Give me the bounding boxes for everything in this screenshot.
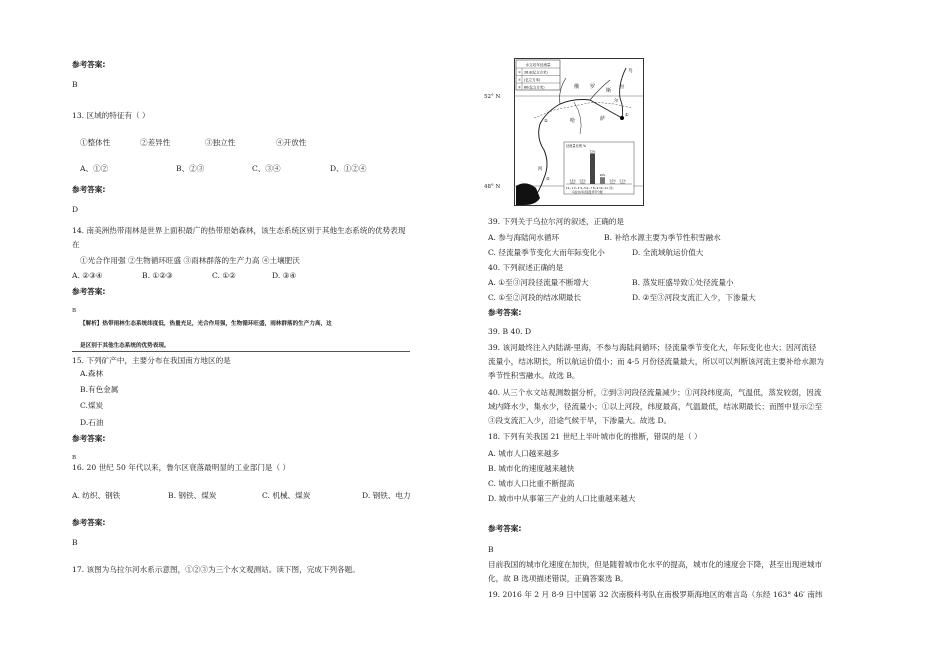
station-1 (620, 116, 624, 120)
answer-label: 参考答案: (72, 60, 106, 69)
chart-data-label: 72% (589, 150, 596, 154)
svg-text:③: ③ (518, 85, 521, 90)
svg-text:②: ② (518, 78, 521, 82)
q13-option: C、③④ (252, 164, 281, 173)
river-label: 尔 (614, 99, 619, 104)
question-15: 15. 下列矿产中，主要分布在我国南方地区的是 (72, 356, 231, 365)
legend-row: 80(亿立方米) (524, 85, 545, 90)
q13-item: ③独立性 (205, 138, 236, 147)
q14-option: C. ①② (212, 271, 236, 280)
explanation-39: 流量小，结冰期长，所以航运价值小；而 4-5 月份径流量最大，所以可以判断该河流主要补给水源为 (488, 357, 824, 366)
chart-data-label: 3.1% (619, 179, 626, 183)
q16-option: A. 纺织、钢铁 (72, 491, 121, 500)
svg-text:①: ① (625, 112, 629, 117)
q18-option: C. 城市人口比重不断提高 (488, 479, 575, 488)
svg-text:②: ② (544, 118, 548, 123)
answer-label: 参考答案: (72, 287, 106, 296)
lat-label-52: 52° N (484, 94, 501, 100)
q40-option: C. ①至②河段的结冰期最长 (488, 293, 582, 302)
chart-bar (580, 183, 585, 184)
q39-option: B. 补给水源主要为季节性积雪融水 (604, 233, 721, 242)
answer-label: 参考答案: (72, 185, 106, 194)
chart-data-label: 3.0% (609, 179, 616, 183)
ural-river-map (514, 58, 644, 206)
question-14-cont: 在 (72, 240, 80, 249)
question-39: 39. 下列关于乌拉尔河的叙述，正确的是 (488, 217, 624, 226)
svg-text:③: ③ (546, 176, 550, 181)
explanation-39: 39. 该河最终注入内陆湖-里海，不参与海陆间循环；径流量季节变化大，年际变化也大；因河流径 (488, 343, 817, 352)
q18-option: A. 城市人口越来越多 (488, 449, 560, 458)
place-label: 罗 (590, 84, 596, 90)
q15-option: C.煤炭 (80, 401, 104, 410)
q15-option: A.森林 (80, 369, 104, 378)
answer-label: 参考答案: (72, 434, 106, 443)
q13-item: ①整体性 (80, 138, 111, 147)
answer-label: 参考答案: (72, 518, 106, 527)
chart-data-label: 16% (599, 174, 606, 178)
answer-value: D (72, 205, 79, 214)
answer-value: B (72, 80, 78, 89)
question-17: 17. 该图为乌拉尔河水系示意图，①②③为三个水文观测站。读下图，完成下列各题。 (72, 565, 360, 574)
explanation-40: 域内降水少，集水少，径流量小；①以上河段，纬度最高，气温最低，结冰期最长；而图中显示②至 (488, 402, 823, 411)
answer-value: B (72, 538, 78, 547)
q14-option: D. ③④ (272, 271, 297, 280)
question-14: 14. 南美洲热带雨林是世界上面积最广的热带原始森林，该生态系统区别于其他生态系统的优势表现 (72, 226, 406, 235)
answer-label: 参考答案: (488, 524, 522, 533)
q13-option: B、②③ (176, 164, 205, 173)
q14-items: ①光合作用强 ②生物循环旺盛 ③雨林群落的生产力高 ④土壤肥沃 (80, 256, 300, 265)
divider (72, 351, 410, 352)
river-label: 拉 (620, 85, 625, 90)
explanation-18: 化，故 B 选项描述错误，正确答案选 B。 (488, 574, 628, 583)
question-16: 16. 20 世纪 50 年代以来，鲁尔区衰落最明显的工业部门是（ ） (72, 463, 291, 472)
place-label: 斯 (606, 88, 612, 94)
explanation-14: 【解析】热带雨林生态系统纬度低，热量充足，光合作用强，生物循环旺盛，雨林群落的生产力高，这 (80, 321, 332, 327)
q13-option: D、①②④ (330, 164, 367, 173)
answer-value: B (488, 545, 494, 554)
q39-option: D. 全流域航运价值大 (632, 248, 704, 257)
q16-option: B. 钢铁、煤炭 (168, 491, 217, 500)
map-figure (514, 58, 644, 206)
question-40: 40. 下列叙述正确的是 (488, 263, 564, 272)
q16-option: D. 钢铁、电力 (362, 491, 411, 500)
q15-option: B.有色金属 (80, 385, 119, 394)
answer-label: 参考答案: (488, 308, 522, 317)
question-13: 13. 区域的特征有（ ） (72, 111, 150, 120)
place-label: 哈 (570, 118, 576, 124)
legend-row: 26.8(亿立方米) (524, 70, 548, 75)
answer-value: 39. B 40. D (488, 327, 532, 336)
svg-text:①: ① (518, 70, 521, 75)
q18-option: B. 城市化的速度越来越快 (488, 464, 575, 473)
q15-option: D.石油 (80, 418, 104, 427)
chart-bar (600, 177, 605, 184)
q16-option: C. 机械、煤炭 (262, 491, 311, 500)
answer-value: B (72, 308, 77, 314)
q40-option: B. 蒸发旺盛导致①处径流量小 (632, 278, 734, 287)
q18-option: D. 城市中从事第三产业的人口比重越来越大 (488, 494, 636, 503)
q39-option: C. 径流量季节变化大而年际变化小 (488, 248, 605, 257)
explanation-40: ③段支流汇入少，沿途气候干旱，下渗量大。故选 D。 (488, 416, 672, 425)
q13-item: ②差异性 (140, 138, 171, 147)
place-label: 萨 (600, 116, 606, 122)
legend-row: (亿立方米) (524, 78, 541, 82)
explanation-40: 40. 从三个水文站观测数据分析，②到③河段径流量减少；①河段纬度高，气温低，蒸发较弱，因流 (488, 388, 822, 397)
question-19: 19. 2016 年 2 月 8-9 日中国第 32 次南极科考队在南极罗斯海地区的难言岛（东经 163° 46′ 南纬 (488, 590, 823, 599)
chart-bar (570, 183, 575, 184)
chart-data-label: 3.5% (569, 179, 576, 183)
chart-title: 径流量比例 % (566, 144, 586, 148)
chart-caption: 乌拉尔河径流量季节分配 (572, 190, 603, 194)
question-18: 18. 下列有关我国 21 世纪上半叶城市化的推断，错误的是（ ） (488, 432, 702, 441)
chart-bar (620, 183, 625, 184)
chart-data-label: 3.5% (579, 179, 586, 183)
runoff-bar-chart (564, 142, 634, 194)
place-label: 俄 (574, 84, 580, 90)
explanation-14-cont: 是区别于其他生态系统的优势表现。 (80, 343, 170, 349)
explanation-18: 目前我国的城市化速度在加快，但是随着城市化水平的提高，城市化的速度会下降，甚至出现逆城市 (488, 560, 823, 569)
answer-value: B (72, 455, 77, 461)
river-label: 乌 (628, 69, 633, 74)
chart-x-ticks: 12~1 2~3 4~5 6~7 8~9 10~11 (月) (566, 187, 614, 190)
chart-bar (610, 183, 615, 184)
legend-title: 水文站年径流量 (525, 63, 551, 67)
q13-item: ④开放性 (276, 138, 307, 147)
chart-bar (590, 153, 595, 184)
q39-option: A. 参与海陆间水循环 (488, 233, 560, 242)
q40-option: D. ②至③河段支流汇入少，下渗量大 (632, 293, 756, 302)
lat-label-48: 48° N (484, 184, 501, 190)
explanation-39: 季节性积雪融水。故选 B。 (488, 371, 580, 380)
river-label: 河 (538, 167, 543, 172)
q13-option: A、①② (80, 164, 109, 173)
q14-option: B. ①②③ (142, 271, 173, 280)
q14-option: A. ②③④ (72, 271, 103, 280)
q40-option: A. ①至③河段径流量不断增大 (488, 278, 589, 287)
